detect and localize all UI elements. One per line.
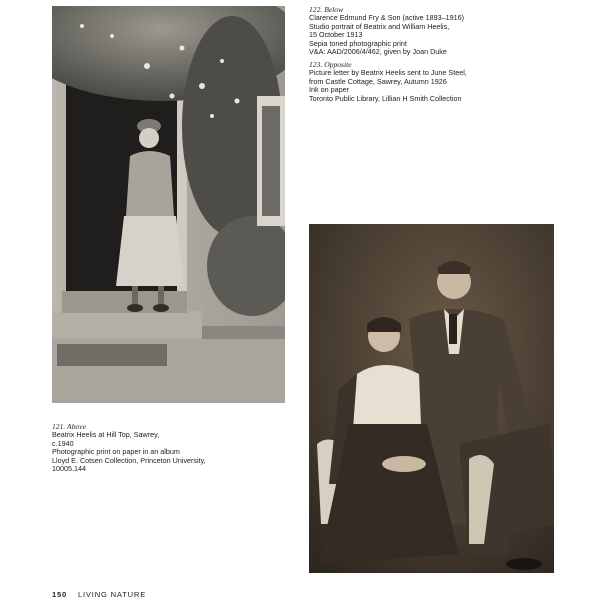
caption-line: from Castle Cottage, Sawrey, Autumn 1926 [309, 76, 447, 86]
caption-line: Lloyd E. Cotsen Collection, Princeton University, [52, 455, 206, 465]
caption-line: Sepia toned photographic print [309, 38, 407, 48]
caption-line: Toronto Public Library, Lillian H Smith Collection [309, 93, 462, 103]
caption-line: Clarence Edmund Fry & Son (active 1893–1916) [309, 13, 465, 23]
caption-number: 122. Below [309, 5, 344, 14]
page-footer [52, 590, 146, 599]
page-number: 150 [52, 590, 68, 599]
caption-number: 121. Above [52, 422, 87, 431]
caption-line: c.1940 [52, 438, 74, 448]
caption-line: Beatrix Heelis at Hill Top, Sawrey, [52, 430, 160, 440]
section-title: LIVING NATURE [78, 590, 147, 599]
caption-line: 10005.144 [52, 464, 86, 474]
caption-123 [309, 61, 467, 103]
caption-121 [52, 423, 206, 473]
photo-beatrix-at-hill-top [52, 6, 285, 403]
caption-line: V&A: AAD/2006/4/462, given by Joan Duke [309, 47, 447, 57]
photo-beatrix-and-william-heelis [309, 224, 554, 573]
caption-line: Studio portrait of Beatrix and William Heelis, [309, 21, 450, 31]
caption-line: Photographic print on paper in an album [52, 447, 180, 457]
caption-line: Ink on paper [309, 85, 349, 95]
caption-122 [309, 6, 464, 56]
caption-line: 15 October 1913 [309, 30, 363, 40]
caption-line: Picture letter by Beatrix Heelis sent to June Steel, [309, 68, 467, 78]
caption-number: 123. Opposite [309, 60, 352, 69]
